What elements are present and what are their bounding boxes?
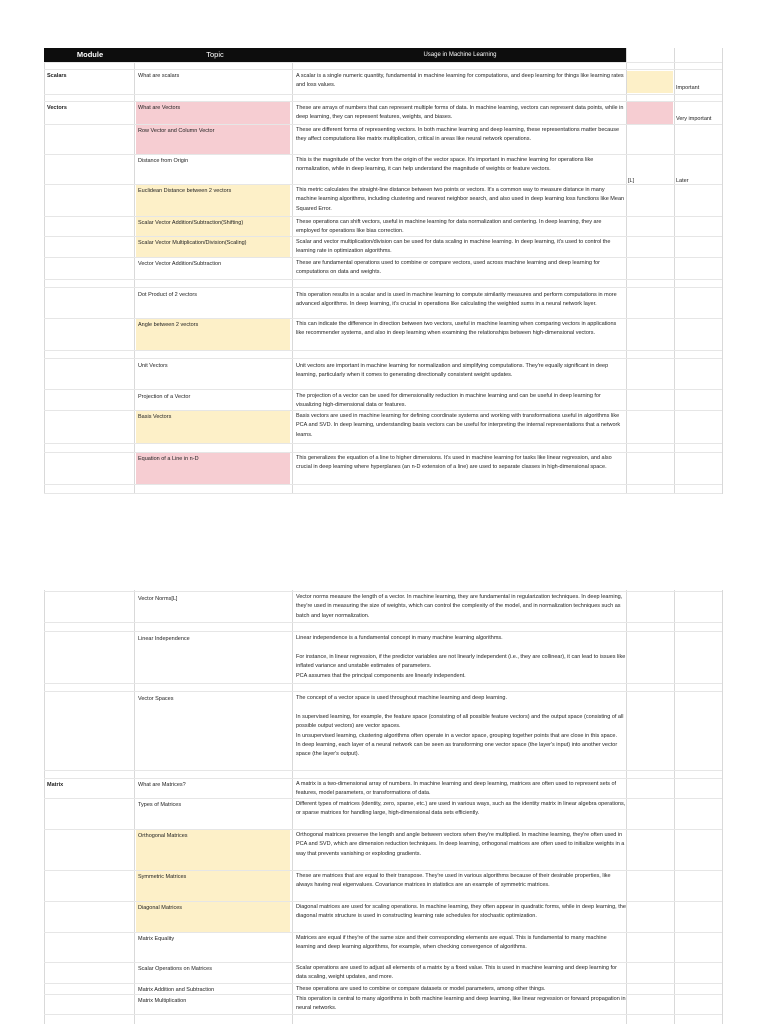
topic-cell: Diagonal Matrices <box>136 902 290 932</box>
usage-cell: A scalar is a single numeric quantity, fundamental in machine learning for computations, and deep learning for things like learning rates and loss values. <box>296 73 624 89</box>
usage-line: For instance, in linear regression, if the predictor variables are not linearly independent (i.e., they are collinear), it can lead to issues like inflated variance and unstable estimates of parameters. <box>296 653 626 670</box>
legend-important-swatch <box>627 71 673 93</box>
usage-cell: Basis vectors are used in machine learning for defining coordinate systems and working with transformations useful in algorithms like PCA and SVD. In deep learning, understanding basis vectors can be useful for interpreting the internal representations that a network learns. <box>296 413 621 438</box>
grid-line <box>134 590 135 1024</box>
usage-cell: This metric calculates the straight-line distance between two points or vectors. It's a common way to measure distance in many machine learning algorithms, including clustering and nearest neighbor search, and also used in deep learning loss functions like Mean Squared Error. <box>296 187 625 212</box>
grid-line <box>626 590 627 1024</box>
topic-cell: Projection of a Vector <box>138 394 191 400</box>
usage-line: In unsupervised learning, clustering algorithms often operate in a vector space, grouping together points that are close in this space. <box>296 732 618 739</box>
grid-line <box>674 590 675 1024</box>
topic-cell: Matrix Equality <box>138 936 175 942</box>
usage-cell: This generalizes the equation of a line to higher dimensions. It's used in machine learning for tasks like linear regression, and also crucial in deep learning where hyperplanes (an n-D extension of a line) are used to separate classes in high-dimensional space. <box>296 455 612 471</box>
module-label: Vectors <box>47 105 67 111</box>
legend-later-label: Later <box>676 178 689 184</box>
topic-cell: Matrix Addition and Subtraction <box>138 987 215 993</box>
topic-cell: Scalar Vector Addition/Subtraction(Shifting) <box>136 217 290 236</box>
grid-line <box>134 48 135 494</box>
usage-cell: These are matrices that are equal to their transpose. They're used in various algorithms because of their desirable properties, like always having real eigenvalues. Covariance matrices in statistics are an example of symmetric matrices. <box>296 873 611 889</box>
topic-cell: Equation of a Line in n-D <box>136 453 290 484</box>
usage-cell: This operation results in a scalar and is used in machine learning to compute similarity measures and perform computations in more advanced algorithms. In deep learning, it's crucial in operations like calculating the weighted sums in a neural network layer. <box>296 292 617 308</box>
usage-line <box>296 703 626 712</box>
usage-cell: These operations can shift vectors, useful in machine learning for data normalization and centering. In deep learning, they are employed for operations like bias correction. <box>296 219 602 235</box>
usage-cell: These operations are used to combine or compare datasets or model parameters, among other things. <box>296 986 546 992</box>
usage-cell <box>296 634 626 681</box>
topic-cell: Scalar Vector Multiplication/Division(Scaling) <box>136 237 290 257</box>
module-label: Matrix <box>47 782 64 788</box>
usage-line: The concept of a vector space is used throughout machine learning and deep learning. <box>296 695 507 701</box>
topic-cell: Scalar Operations on Matrices <box>138 966 212 972</box>
usage-line: In supervised learning, for example, the feature space (consisting of all possible feature vectors) and the output space (consisting of all possible output vectors) are vector spaces. <box>296 713 624 730</box>
usage-cell: These are arrays of numbers that can represent multiple forms of data. In machine learning, vectors can represent data points, while in deep learning, they can represent features, weights, and biases. <box>296 105 624 121</box>
usage-cell: These are different forms of representing vectors. In both machine learning and deep learning, these representations matter because they affect computations like matrix multiplication, critical in areas like neural network operations. <box>296 127 620 143</box>
legend-very-important-swatch <box>627 102 673 124</box>
grid-line <box>722 590 723 1024</box>
grid-line <box>44 48 45 494</box>
table-header <box>44 48 626 62</box>
usage-cell: Orthogonal matrices preserve the length and angle between vectors when they're multiplied. In machine learning, they're often used in PCA and SVD, which are dimension reduction techniques. In deep learning, orthogonal matrices are often used to initialize weights in a way that prevents vanishing or exploding gradients. <box>296 832 625 857</box>
usage-cell: Matrices are equal if they're of the same size and their corresponding elements are equal. This is fundamental to many machine learning and deep learning algorithms, for example, when checking convergence of algorithms. <box>296 935 607 951</box>
topic-cell: Basis Vectors <box>136 411 290 443</box>
topic-cell: Types of Matrices <box>138 802 182 808</box>
topic-cell: What are Matrices? <box>138 782 186 788</box>
topic-cell: Symmetric Matrices <box>136 871 290 901</box>
legend-later-marker: [L] <box>628 178 635 184</box>
usage-line: Linear independence is a fundamental concept in many machine learning algorithms. <box>296 635 503 641</box>
module-label: Scalars <box>47 73 67 79</box>
legend-important-label: Important <box>676 85 700 91</box>
topic-cell: Euclidean Distance between 2 vectors <box>136 185 290 216</box>
usage-cell: A matrix is a two-dimensional array of numbers. In machine learning and deep learning, matrices are often used to represent sets of features, model parameters, or transformations of data. <box>296 781 617 797</box>
usage-line <box>296 643 626 652</box>
usage-cell: Scalar operations are used to adjust all elements of a matrix by a fixed value. This is used in machine learning and deep learning for data scaling, weight updates, and more. <box>296 965 617 981</box>
usage-cell: This operation is central to many algorithms in both machine learning and deep learning, like linear regression or forward propagation in neural networks. <box>296 996 626 1012</box>
topic-cell: Orthogonal Matrices <box>136 830 290 870</box>
topic-cell: What are scalars <box>138 73 180 79</box>
header-module: Module <box>76 50 104 59</box>
grid-line <box>292 590 293 1024</box>
topic-cell: Vector Norms[L] <box>138 596 178 602</box>
topic-cell: Row Vector and Column Vector <box>136 125 290 154</box>
usage-cell: Scalar and vector multiplication/division can be used for data scaling in machine learning. In deep learning, it's used to control the learning rate in optimization algorithms. <box>296 239 611 255</box>
usage-cell: This can indicate the difference in direction between two vectors, useful in machine learning when comparing vectors in applications like recommender systems, and also in deep learning when examining the relationships between high-dimensional vectors. <box>296 321 617 337</box>
topic-cell: Vector Spaces <box>138 696 174 702</box>
grid-line <box>292 48 293 494</box>
topic-cell: Unit Vectors <box>138 363 168 369</box>
usage-cell: Diagonal matrices are used for scaling operations. In machine learning, they often appear in quadratic forms, while in deep learning, the diagonal matrix structure is used in constructing learning rate schedules for stochastic optimization. <box>296 904 626 920</box>
usage-cell: This is the magnitude of the vector from the origin of the vector space. It's important in machine learning for operations like normalization, while in deep learning, it can help understand the magnitude of weights or feature vectors. <box>296 157 594 173</box>
usage-cell: These are fundamental operations used to combine or compare vectors, used across machine learning and deep learning for computations on data and weights. <box>296 260 600 276</box>
topic-cell: Dot Product of 2 vectors <box>138 292 197 298</box>
topic-cell: What are Vectors <box>136 102 290 124</box>
topic-cell: Matrix Multiplication <box>138 998 187 1004</box>
grid-line <box>44 590 45 1024</box>
header-usage: Usage in Machine Learning <box>423 52 497 58</box>
topic-cell: Angle between 2 vectors <box>136 319 290 350</box>
legend-very-important-label: Very important <box>676 116 712 122</box>
usage-cell: Vector norms measure the length of a vector. In machine learning, they are fundamental in regularization techniques. In deep learning, they're used in measuring the size of weights, which can control the complexity of the model, and in normalization techniques such as batch and layer normalization. <box>296 594 623 619</box>
header-topic: Topic <box>206 50 224 59</box>
usage-cell: The projection of a vector can be used for dimensionality reduction in machine learning and can be useful in deep learning for visualizing high-dimensional data or features. <box>296 393 601 409</box>
topic-cell: Vector Vector Addition/Subtraction <box>138 261 222 267</box>
sheet-page-2 <box>0 590 768 1024</box>
usage-cell <box>296 694 626 760</box>
usage-line: In deep learning, each layer of a neural network can be seen as transforming one vector space (the layer's input) into another vector space (the layer's output). <box>296 742 618 758</box>
grid-line <box>722 48 723 494</box>
topic-cell: Distance from Origin <box>138 158 189 164</box>
topic-cell: Linear Independence <box>138 636 190 642</box>
usage-line: PCA assumes that the principal components are linearly independent. <box>296 672 466 679</box>
usage-cell: Different types of matrices (identity, zero, sparse, etc.) are used in various ways, such as the identity matrix in linear algebra operations, or sparse matrices for handling large, high-dimensional data sets efficiently. <box>296 801 626 817</box>
usage-cell: Unit vectors are important in machine learning for normalization and simplifying computations. They're equally significant in deep learning, particularly when it comes to generating directionally consistent weight updates. <box>296 363 609 379</box>
grid-line <box>674 48 675 494</box>
